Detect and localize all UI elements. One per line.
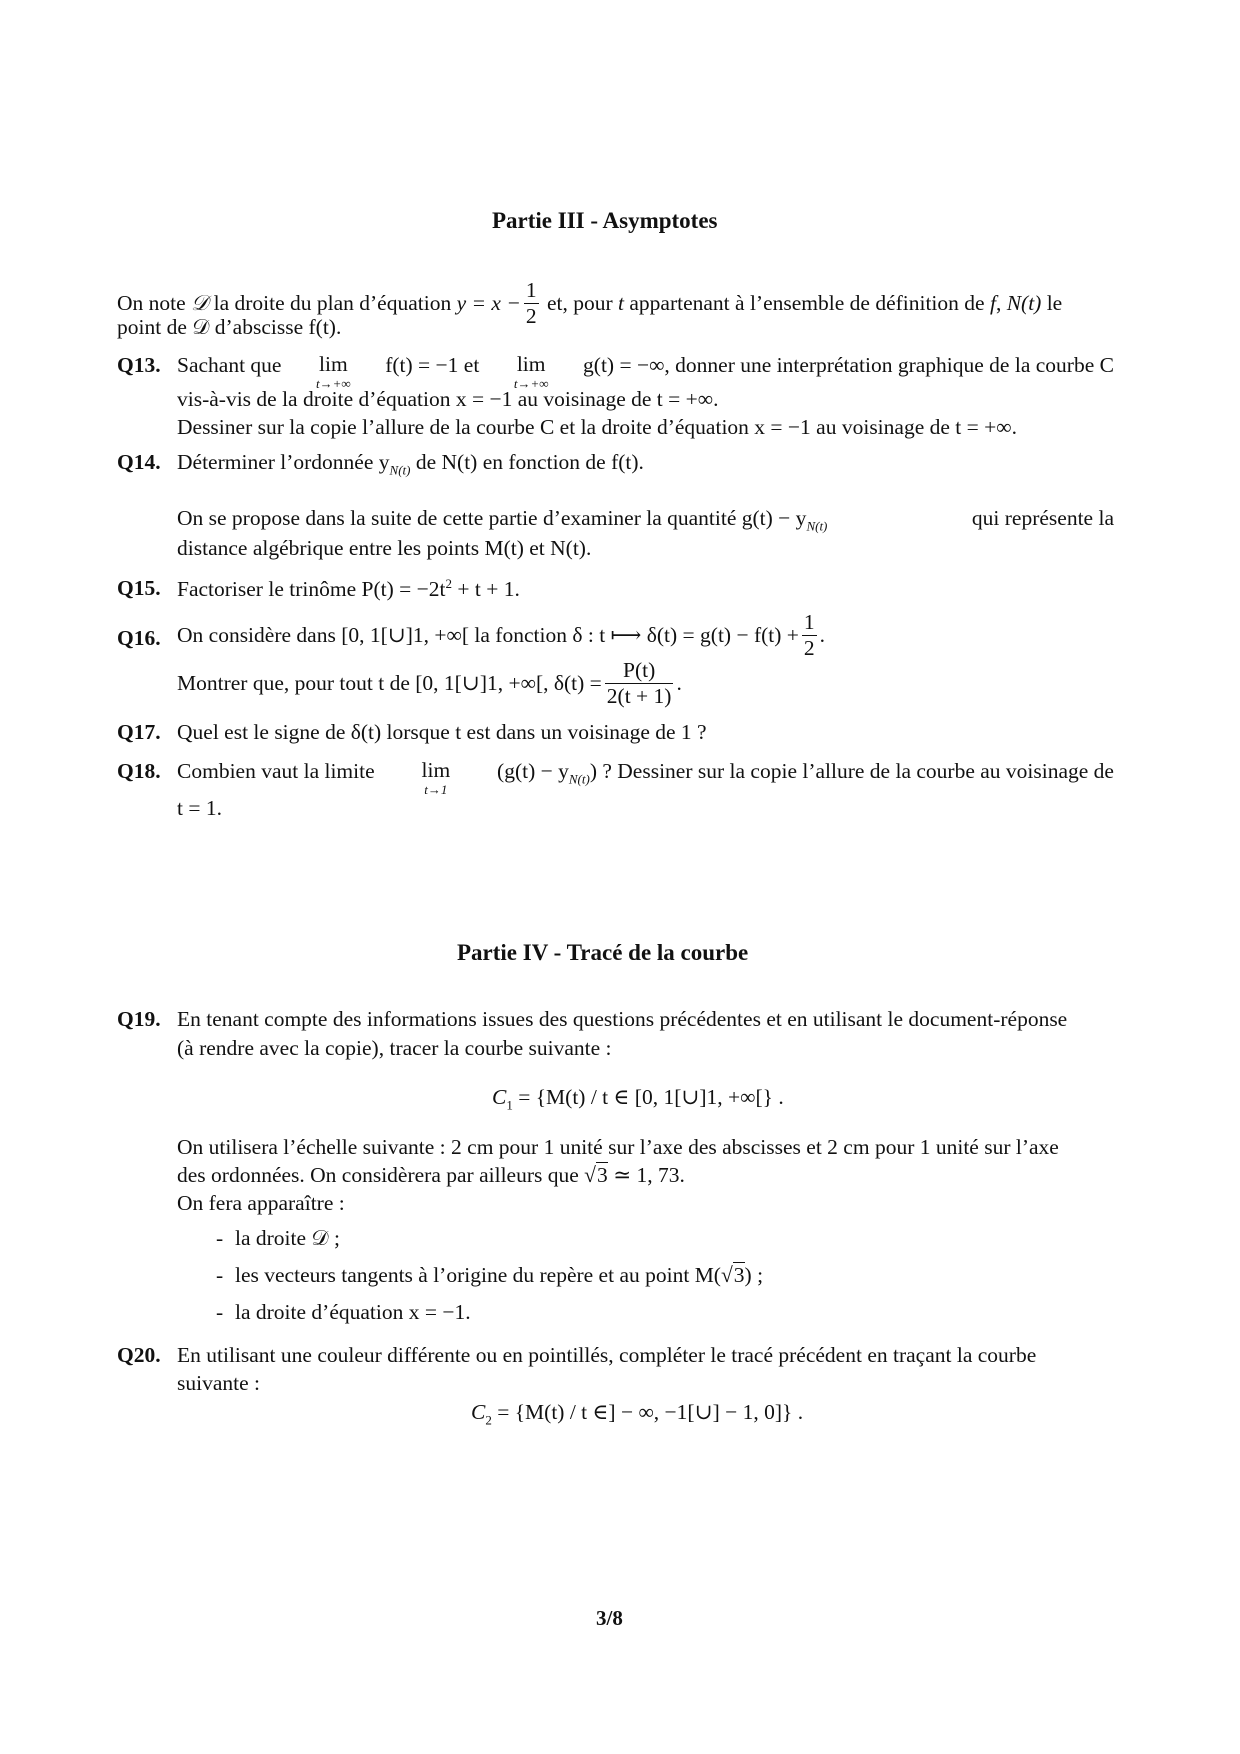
q16-line2: Montrer que, pour tout t de [0, 1[∪]1, +∞[, δ(t) = $\frac{P(t)}{2(t + 1)}$ . <box>177 658 682 708</box>
page-number: 3/8 <box>596 1606 623 1630</box>
sqrt-three: 3 <box>733 1263 745 1287</box>
part4-title: Partie IV - Tracé de la courbe <box>457 940 749 965</box>
curve-c2-definition: $C_2 = \{M(t) / t$ ∈] − ∞, −1[∪] − 1, 0]} . <box>471 1400 804 1428</box>
sqrt-three: 3 <box>596 1163 608 1187</box>
q20-line1: En utilisant une couleur différente ou en pointillés, compléter le tracé précédent en traçant la courbe <box>177 1343 1037 1367</box>
q18-line1: Combien vaut la limite lim t→1 $(g(t) - y_{N(t)})$ ? Dessiner sur la copie l’allure de la courbe au voisinage de <box>177 758 1114 797</box>
q14-text: Déterminer l’ordonnée $y_{N(t)}$ de N(t) en fonction de f(t). <box>177 450 644 478</box>
q15-label: Q15. <box>117 576 161 600</box>
q20-label: Q20. <box>117 1343 161 1367</box>
q17-text: Quel est le signe de δ(t) lorsque t est dans un voisinage de 1 ? <box>177 720 707 744</box>
bullet-line-D: la droite 𝒟 ; <box>235 1226 340 1250</box>
limit-plus-infinity: lim t→+∞ <box>316 352 351 391</box>
q20-line2: suivante : <box>177 1371 260 1395</box>
q16-label: Q16. <box>117 626 161 650</box>
bullet-dash: - <box>216 1263 224 1287</box>
q19-label: Q19. <box>117 1007 161 1031</box>
q15-text: Factoriser le trinôme $P(t) = -2t^2 + t + 1$. <box>177 576 520 602</box>
show-intro: On fera apparaître : <box>177 1191 345 1215</box>
bullet-line-x-minus-one: la droite d’équation x = −1. <box>235 1300 471 1324</box>
q13-line3: Dessiner sur la copie l’allure de la courbe C et la droite d’équation x = −1 au voisinage de t = +∞. <box>177 415 1017 439</box>
part3-paragraph-line2: distance algébrique entre les points M(t) et N(t). <box>177 536 592 560</box>
limit-plus-infinity: lim t→+∞ <box>513 352 549 391</box>
scale-line2: des ordonnées. On considèrera par ailleurs que √3 ≃ 1, 73. <box>177 1163 685 1187</box>
q16-line1: On considère dans [0, 1[∪]1, +∞[ la fonction δ : t ⟼ δ(t) = g(t) − f(t) + $\frac{1}{2}$ . <box>177 610 826 660</box>
fraction-one-half: $\frac{1}{2}$ <box>803 610 815 660</box>
limit-t-to-1: lim t→1 <box>421 758 451 797</box>
fraction-one-half: $\frac{1}{2}$ <box>525 278 537 328</box>
q19-line1: En tenant compte des informations issues des questions précédentes et en utilisant le document-réponse <box>177 1007 1068 1031</box>
q14-label: Q14. <box>117 450 161 474</box>
curve-c1-definition: $C_1 = \{M(t) / t$ ∈ [0, 1[∪]1, +∞[} . <box>492 1085 784 1113</box>
bullet-dash: - <box>216 1226 224 1250</box>
part3-intro-line2: point de 𝒟 d’abscisse f(t). <box>117 315 342 339</box>
q19-line2: (à rendre avec la copie), tracer la courbe suivante : <box>177 1036 612 1060</box>
q13-line1: Sachant que lim t→+∞ f(t) = −1 et lim t→+∞ g(t) = −∞, donner une interprétation graphique de la courbe C <box>177 352 1114 391</box>
part3-intro-line1: On note 𝒟 la droite du plan d’équation y = x − $\frac{1}{2}$ et, pour t appartenant à l’ensemble de définition de f, N(t) le <box>117 278 1063 328</box>
part3-title: Partie III - Asymptotes <box>492 208 718 233</box>
q13-line2: vis-à-vis de la droite d’équation x = −1 au voisinage de t = +∞. <box>177 387 719 411</box>
bullet-tangent-vectors: les vecteurs tangents à l’origine du repère et au point M(√3) ; <box>235 1263 764 1287</box>
bullet-dash: - <box>216 1300 224 1324</box>
q18-label: Q18. <box>117 759 161 783</box>
q18-line2: t = 1. <box>177 796 222 820</box>
part3-paragraph-line1: On se propose dans la suite de cette partie d’examiner la quantité $g(t) - y_{N(t)}$ qui représente la <box>177 506 1114 534</box>
q13-label: Q13. <box>117 353 161 377</box>
q17-label: Q17. <box>117 720 161 744</box>
fraction-delta: $\frac{P(t)}{2(t + 1)}$ <box>606 658 672 708</box>
scale-line1: On utilisera l’échelle suivante : 2 cm pour 1 unité sur l’axe des abscisses et 2 cm pour 1 unité sur l’axe <box>177 1135 1059 1159</box>
